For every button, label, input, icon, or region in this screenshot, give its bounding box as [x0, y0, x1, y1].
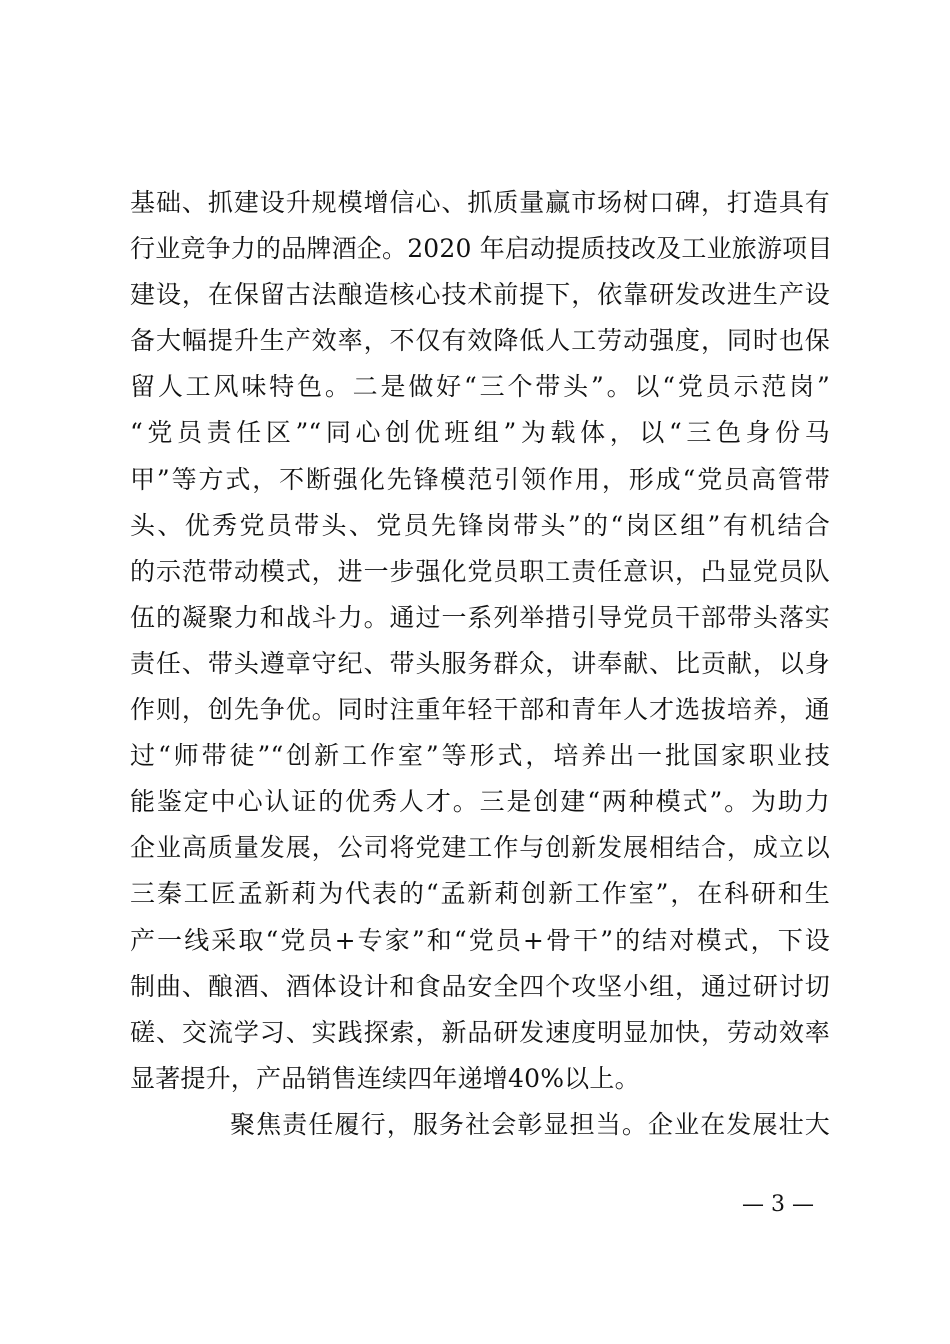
text-line: 能鉴定中心认证的优秀人才。三是创建“两种模式”。为助力 [130, 787, 830, 817]
text-line: 留人工风味特色。二是做好“三个带头”。以“党员示范岗” [130, 372, 830, 402]
text-line: 备大幅提升生产效率，不仅有效降低人工劳动强度，同时也保 [130, 326, 830, 356]
text-line: 基础、抓建设升规模增信心、抓质量赢市场树口碑，打造具有 [130, 188, 830, 217]
text-line: 责任、带头遵章守纪、带头服务群众，讲奉献、比贡献，以身 [130, 648, 830, 678]
text-line: 甲”等方式，不断强化先锋模范引领作用，形成“党员高管带 [130, 464, 830, 494]
text-line: 制曲、酿酒、酒体设计和食品安全四个攻坚小组，通过研讨切 [130, 971, 830, 1001]
page-number: — 3 — [742, 1192, 814, 1217]
text-line: 三秦工匠孟新莉为代表的“孟新莉创新工作室”，在科研和生 [130, 879, 830, 909]
text-line: 头、优秀党员带头、党员先锋岗带头”的“岗区组”有机结合 [130, 510, 830, 540]
text-line: 企业高质量发展，公司将党建工作与创新发展相结合，成立以 [130, 833, 830, 863]
text-line: “党员责任区”“同心创优班组”为载体，以“三色身份马 [130, 418, 830, 448]
text-line: 伍的凝聚力和战斗力。通过一系列举措引导党员干部带头落实 [130, 602, 830, 632]
text-line: 过“师带徒”“创新工作室”等形式，培养出一批国家职业技 [130, 741, 830, 771]
text-line: 磋、交流学习、实践探索，新品研发速度明显加快，劳动效率 [130, 1017, 830, 1047]
text-line: 作则，创先争优。同时注重年轻干部和青年人才选拔培养，通 [130, 695, 830, 725]
text-line: 产一线采取“党员+专家”和“党员+骨干”的结对模式，下设 [130, 925, 830, 955]
text-line: 建设，在保留古法酿造核心技术前提下，依靠研发改进生产设 [130, 280, 830, 310]
text-line: 行业竞争力的品牌酒企。2020 年启动提质技改及工业旅游项目 [130, 234, 833, 264]
body-text [130, 180, 833, 1148]
paragraph-start-line: 聚焦责任履行，服务社会彰显担当。企业在发展壮大 [230, 1109, 830, 1139]
text-line: 的示范带动模式，进一步强化党员职工责任意识，凸显党员队 [130, 556, 830, 586]
paragraph-end-line: 显著提升，产品销售连续四年递增40%以上。 [130, 1063, 640, 1093]
